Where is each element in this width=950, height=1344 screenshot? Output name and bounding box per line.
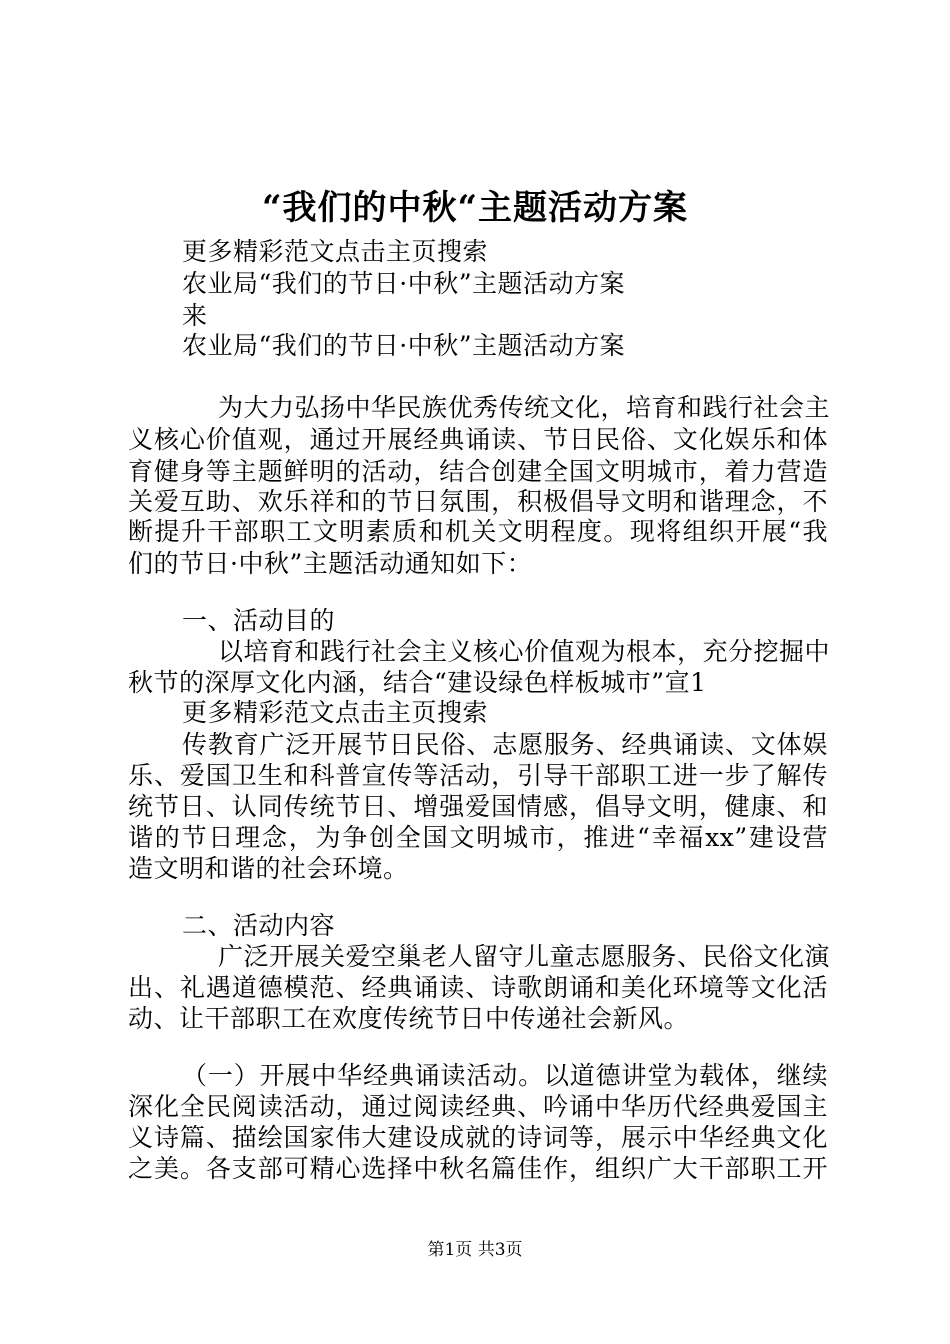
intro-line: 关爱互助、欢乐祥和的节日氛围，积极倡导文明和谐理念，不 <box>128 487 828 516</box>
intro-line: 断提升干部职工文明素质和机关文明程度。现将组织开展“我 <box>128 517 828 546</box>
section-heading: 二、活动内容 <box>182 911 336 940</box>
header-line: 更多精彩范文点击主页搜索 <box>182 237 489 266</box>
subsection-line: （一）开展中华经典诵读活动。以道德讲堂为载体，继续 <box>182 1061 828 1090</box>
section-line: 谐的节日理念，为争创全国文明城市，推进“幸福xx”建设营 <box>128 823 828 852</box>
intro-line: 育健身等主题鲜明的活动，结合创建全国文明城市，着力营造 <box>128 457 828 486</box>
intro-line: 义核心价值观，通过开展经典诵读、节日民俗、文化娱乐和体 <box>128 425 828 454</box>
subsection-line: 深化全民阅读活动，通过阅读经典、吟诵中华历代经典爱国主 <box>128 1092 828 1121</box>
section-line: 以培育和践行社会主义核心价值观为根本，充分挖掘中 <box>218 637 831 666</box>
subsection-line: 之美。各支部可精心选择中秋名篇佳作，组织广大干部职工开 <box>128 1154 828 1183</box>
section-line: 秋节的深厚文化内涵，结合“建设绿色样板城市”宣1 <box>128 668 707 697</box>
subsection-line: 义诗篇、描绘国家伟大建设成就的诗词等，展示中华经典文化 <box>128 1123 828 1152</box>
section-heading: 一、活动目的 <box>182 606 336 635</box>
section-line: 动、让干部职工在欢度传统节日中传递社会新风。 <box>128 1004 690 1033</box>
section-line: 乐、爱国卫生和科普宣传等活动，引导干部职工进一步了解传 <box>128 761 828 790</box>
interstitial-line: 更多精彩范文点击主页搜索 <box>182 698 489 727</box>
section-line: 统节日、认同传统节日、增强爱国情感，倡导文明，健康、和 <box>128 792 828 821</box>
intro-line: 为大力弘扬中华民族优秀传统文化，培育和践行社会主 <box>218 393 831 422</box>
section-line: 传教育广泛开展节日民俗、志愿服务、经典诵读、文体娱 <box>182 730 828 759</box>
page-number-footer: 第1页 共3页 <box>427 1240 523 1260</box>
header-line: 来 <box>182 301 208 330</box>
section-line: 出、礼遇道德模范、经典诵读、诗歌朗诵和美化环境等文化活 <box>128 973 828 1002</box>
section-line: 广泛开展关爱空巢老人留守儿童志愿服务、民俗文化演 <box>218 942 831 971</box>
section-line: 造文明和谐的社会环境。 <box>128 854 409 883</box>
header-line: 农业局“我们的节日·中秋”主题活动方案 <box>182 269 626 298</box>
document-title: “我们的中秋“主题活动方案 <box>261 188 689 228</box>
intro-line: 们的节日·中秋”主题活动通知如下： <box>128 549 533 578</box>
header-line: 农业局“我们的节日·中秋”主题活动方案 <box>182 331 626 360</box>
